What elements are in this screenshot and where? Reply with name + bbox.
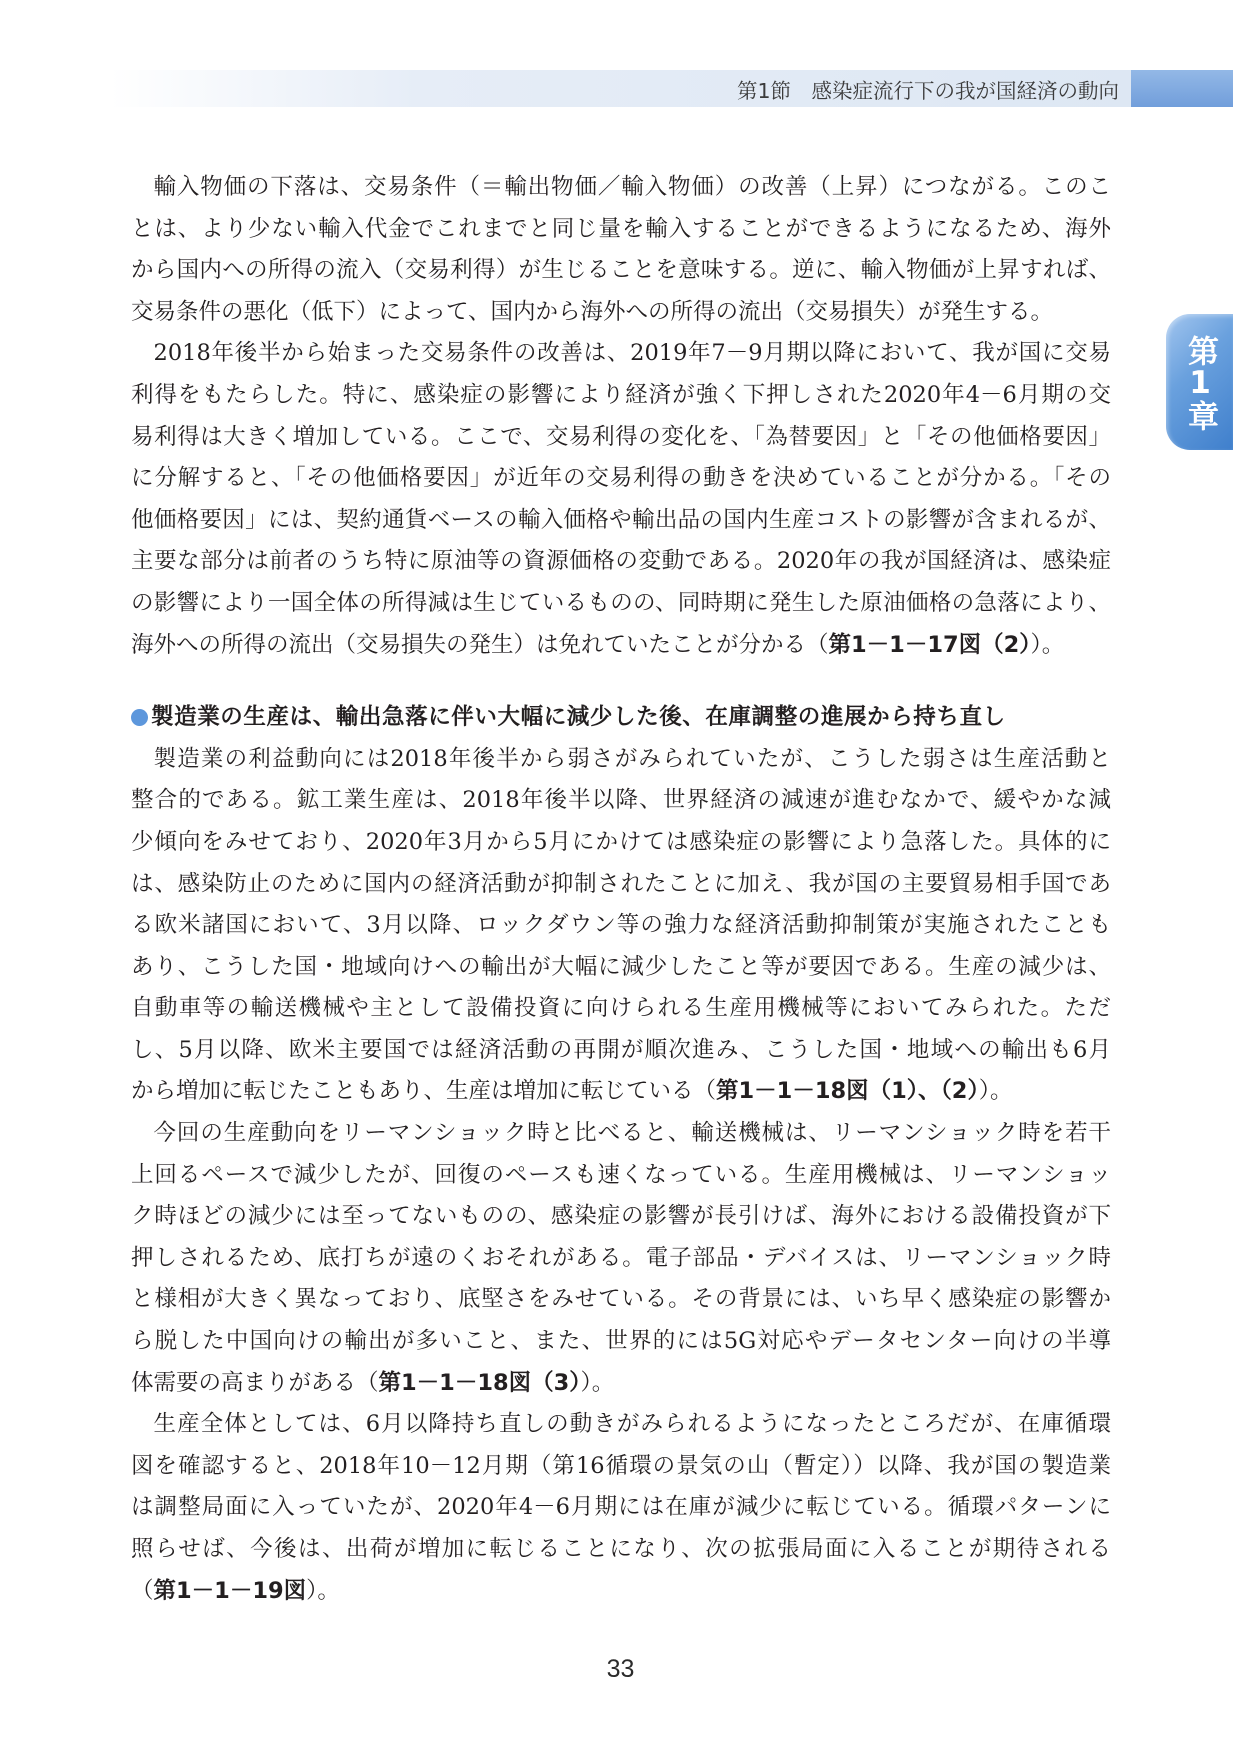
running-header-title: 第1節 感染症流行下の我が国経済の動向 [736,78,1119,103]
text-segment: 自動車等の輸送機械や主として設備投資に向けられる生産用機械等においてみられた。ただ [131,995,1111,1022]
figure-reference: 第1－1－17図（2） [828,631,1031,658]
text-line [131,1404,1111,1446]
text-line [131,1238,1111,1280]
running-header [110,70,1131,107]
text-line [131,1155,1111,1197]
text-segment: は、感染防止のために国内の経済活動が抑制されたことに加え、我が国の主要貿易相手国であ [131,870,1111,897]
text-segment: は調整局面に入っていたが、2020年4－6月期には在庫が減少に転じている。循環パターンに [131,1494,1111,1521]
text-line [131,209,1111,251]
text-segment: 製造業の利益動向には2018年後半から弱さがみられていたが、こうした弱さは生産活動と [153,745,1111,772]
text-line [131,988,1111,1030]
text-segment: 少傾向をみせており、2020年3月から5月にかけては感染症の影響により急落した。具体的に [131,828,1111,855]
paragraph [131,167,1111,333]
text-segment: 体需要の高まりがある（ [131,1369,379,1396]
chapter-tab-label: 第1章 [1182,334,1218,430]
text-segment: 押しされるため、底打ちが遠のくおそれがある。電子部品・デバイスは、リーマンショック時 [131,1244,1111,1271]
text-line [131,1113,1111,1155]
text-line [131,1030,1111,1072]
text-line [131,500,1111,542]
text-line [131,1529,1111,1571]
paragraph [131,333,1111,666]
text-line [131,417,1111,459]
text-segment: 海外への所得の流出（交易損失の発生）は免れていたことが分かる（ [131,631,829,658]
text-segment: 主要な部分は前者のうち特に原油等の資源価格の変動である。2020年の我が国経済は、感染症 [131,548,1111,575]
text-segment: から国内への所得の流入（交易利得）が生じることを意味する。逆に、輸入物価が上昇すれば、 [131,257,1111,284]
bullet-icon [131,709,148,726]
text-segment: ）。 [580,1369,615,1396]
text-line [131,1363,1111,1405]
figure-reference: 第1－1－18図（1）、（2） [716,1078,979,1105]
text-line [131,780,1111,822]
text-line [131,1279,1111,1321]
text-line [131,292,1111,334]
text-segment: 交易条件の悪化（低下）によって、国内から海外への所得の流出（交易損失）が発生する。 [131,298,1054,325]
text-segment: から増加に転じたこともあり、生産は増加に転じている（ [131,1078,717,1105]
text-segment: し、5月以降、欧米主要国では経済活動の再開が順次進み、こうした国・地域への輸出も6月 [131,1036,1111,1063]
text-line [131,947,1111,989]
paragraph [131,1404,1111,1612]
text-segment: 易利得は大きく増加している。ここで、交易利得の変化を、「為替要因」と「その他価格要因」 [131,423,1111,450]
figure-reference: 第1－1－19図 [153,1577,307,1604]
text-segment: 輸入物価の下落は、交易条件（＝輸出物価／輸入物価）の改善（上昇）につながる。このこ [153,174,1111,200]
text-line [131,905,1111,947]
text-segment: の影響により一国全体の所得減は生じているものの、同時期に発生した原油価格の急落により、 [131,589,1111,616]
text-line [131,1196,1111,1238]
text-line [131,1446,1111,1488]
text-line [131,541,1111,583]
figure-reference: 第1－1－18図（3） [378,1369,581,1396]
paragraph [131,1113,1111,1404]
chapter-tab [1166,314,1233,450]
text-segment: ）。 [306,1577,340,1604]
text-line [131,1321,1111,1363]
text-line [131,583,1111,625]
text-segment: に分解すると、「その他価格要因」が近年の交易利得の動きを決めていることが分かる。「その [131,465,1111,492]
text-line [131,458,1111,500]
section-heading-text: 製造業の生産は、輸出急落に伴い大幅に減少した後、在庫調整の進展から持ち直し [151,704,1006,731]
text-segment: 図を確認すると、2018年10－12月期（第16循環の景気の山（暫定））以降、我が国の製造業 [131,1452,1111,1479]
text-line [131,1071,1111,1113]
text-segment: る欧米諸国において、3月以降、ロックダウン等の強力な経済活動抑制策が実施されたことも [131,912,1111,939]
text-line [131,333,1111,375]
text-segment: 他価格要因」には、契約通貨ベースの輸入価格や輸出品の国内生産コストの影響が含まれるが、 [131,506,1111,533]
text-line [131,167,1111,209]
text-segment: ）。 [978,1078,1013,1105]
body-text [131,167,1111,1612]
text-segment: ）。 [1030,631,1065,658]
text-line [131,1571,1111,1613]
text-line [131,739,1111,781]
text-segment: 整合的である。鉱工業生産は、2018年後半以降、世界経済の減速が進むなかで、緩やかな減 [131,787,1111,814]
text-segment: とは、より少ない輸入代金でこれまでと同じ量を輸入することができるようになるため、海外 [131,215,1111,242]
text-segment: 上回るペースで減少したが、回復のペースも速くなっている。生産用機械は、リーマンショッ [131,1161,1111,1188]
section-heading [131,697,1111,739]
text-line [131,375,1111,417]
text-segment: あり、こうした国・地域向けへの輸出が大幅に減少したこと等が要因である。生産の減少は、 [131,953,1111,980]
paragraph [131,739,1111,1113]
text-segment: ら脱した中国向けの輸出が多いこと、また、世界的には5G対応やデータセンター向けの半導 [131,1328,1112,1355]
text-segment: 生産全体としては、6月以降持ち直しの動きがみられるようになったところだが、在庫循環 [153,1411,1111,1438]
text-line [131,864,1111,906]
text-line [131,625,1111,667]
text-line [131,1487,1111,1529]
text-segment: （ [131,1577,154,1604]
text-segment: と様相が大きく異なっており、底堅さをみせている。その背景には、いち早く感染症の影響か [131,1286,1111,1313]
text-segment: 利得をもたらした。特に、感染症の影響により経済が強く下押しされた2020年4－6月期の交 [131,381,1111,408]
text-line [131,250,1111,292]
header-accent-block [1131,70,1233,107]
text-segment: 今回の生産動向をリーマンショック時と比べると、輸送機械は、リーマンショック時を若干 [153,1120,1111,1147]
text-segment: ク時ほどの減少には至ってないものの、感染症の影響が長引けば、海外における設備投資が下 [131,1203,1111,1230]
text-segment: 照らせば、今後は、出荷が増加に転じることになり、次の拡張局面に入ることが期待される [131,1536,1111,1562]
text-line [131,822,1111,864]
text-segment: 2018年後半から始まった交易条件の改善は、2019年7－9月期以降において、我が国に交易 [153,340,1111,367]
page-number: 33 [606,1655,635,1683]
